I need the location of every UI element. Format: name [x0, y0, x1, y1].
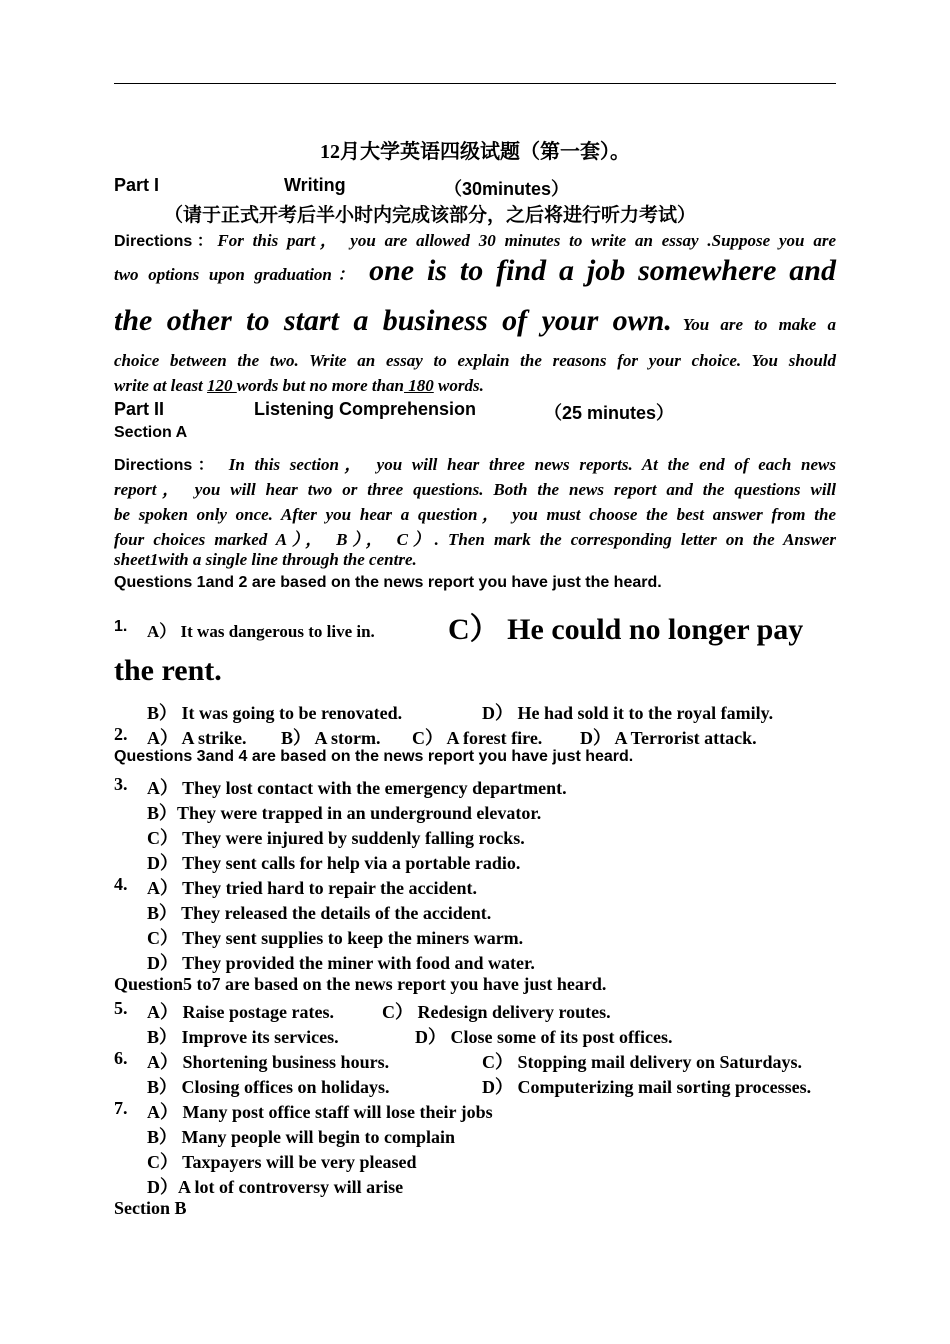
part2-directions-line3: be spoken only once. After you hear a question， you must choose the best answer from the — [114, 505, 836, 524]
directions-text: In this section， you will hear three news reports. At the end of each news — [228, 455, 836, 474]
part2-directions-line5: sheet1with a single line through the centre. — [114, 550, 417, 569]
q6-option-c: C） Stopping mail delivery on Saturdays. — [482, 1052, 803, 1072]
q2-option-a: A） A strike. — [147, 728, 247, 748]
q7-option-d: D）A lot of controversy will arise — [147, 1177, 404, 1197]
q5-option-a: A） Raise postage rates. — [147, 1002, 334, 1022]
part2-time: （25 minutes） — [544, 403, 675, 423]
question-number: 5. — [114, 998, 128, 1018]
part2-label: Part II — [114, 399, 165, 419]
directions-text: For this part， you are allowed 30 minutes to write an essay .Suppose you are — [217, 231, 836, 250]
q5-option-b: B） Improve its services. — [147, 1027, 339, 1047]
directions-text: write at least — [114, 376, 208, 395]
q4-option-a: A） They tried hard to repair the accident. — [147, 878, 477, 898]
question-number: 7. — [114, 1098, 128, 1118]
section-b-heading: Section B — [114, 1198, 187, 1218]
part1-label: Part I — [114, 175, 160, 195]
q12-intro: Questions 1and 2 are based on the news report you have just the heard. — [114, 574, 662, 591]
section-a-heading: Section A — [114, 424, 188, 441]
part1-name: Writing — [284, 175, 346, 195]
q3-option-a: A） They lost contact with the emergency department. — [147, 778, 567, 798]
part1-directions-line4: choice between the two. Write an essay to explain the reasons for your choice. You should — [114, 351, 836, 370]
part1-directions-line1 — [114, 226, 836, 251]
q1-option-b: B） It was going to be renovated. — [147, 703, 403, 723]
q3-option-c: C） They were injured by suddenly falling rocks. — [147, 828, 525, 848]
q5-option-c: C） Redesign delivery routes. — [382, 1002, 611, 1022]
q2-option-c: C） A forest fire. — [412, 728, 543, 748]
q4-option-d: D） They provided the miner with food and water. — [147, 953, 535, 973]
q34-intro: Questions 3and 4 are based on the news report you have just heard. — [114, 748, 634, 765]
directions-text: words. — [433, 376, 484, 395]
q6-option-b: B） Closing offices on holidays. — [147, 1077, 390, 1097]
q6-option-d: D） Computerizing mail sorting processes. — [482, 1077, 812, 1097]
part1-time: （30minutes） — [444, 179, 570, 199]
part1-directions-line5 — [114, 376, 484, 396]
q4-option-b: B） They released the details of the accident. — [147, 903, 492, 923]
question-number: 3. — [114, 774, 128, 794]
part1-note: （请于正式开考后半小时内完成该部分，之后将进行听力考试） — [164, 205, 697, 226]
q1-option-a: A） It was dangerous to live in. — [147, 622, 375, 641]
q1-option-c-cont: the rent. — [114, 654, 222, 687]
q5-option-d: D） Close some of its post offices. — [415, 1027, 673, 1047]
directions-emphasis: the other to start a business of your own. — [114, 304, 672, 337]
directions-emphasis: one is to find a job somewhere and — [369, 254, 836, 287]
directions-label: Directions： — [114, 457, 220, 474]
question-number: 2. — [114, 724, 128, 744]
q1-option-d: D） He had sold it to the royal family. — [482, 703, 774, 723]
page-title: 12月大学英语四级试题（第一套）。 — [320, 141, 630, 163]
q2-option-d: D） A Terrorist attack. — [580, 728, 757, 748]
part1-directions-line3 — [114, 304, 836, 338]
question-number: 6. — [114, 1048, 128, 1068]
directions-text: words but no more than — [236, 376, 405, 395]
header-rule — [114, 83, 836, 84]
question-number: 4. — [114, 874, 128, 894]
q7-option-b: B） Many people will begin to complain — [147, 1127, 456, 1147]
q3-option-d: D） They sent calls for help via a portable radio. — [147, 853, 521, 873]
part2-directions-line1 — [114, 450, 836, 475]
directions-text: two options upon graduation： — [114, 265, 360, 284]
q7-option-a: A） Many post office staff will lose their jobs — [147, 1102, 493, 1122]
part1-directions-line2 — [114, 254, 836, 288]
directions-label: Directions： — [114, 233, 218, 250]
q57-intro: Question5 to7 are based on the news report you have just heard. — [114, 974, 607, 994]
q2-option-b: B） A storm. — [281, 728, 381, 748]
q3-option-b: B）They were trapped in an underground elevator. — [147, 803, 542, 823]
q6-option-a: A） Shortening business hours. — [147, 1052, 390, 1072]
q1-option-c: C） He could no longer pay — [448, 613, 804, 646]
q4-option-c: C） They sent supplies to keep the miners warm. — [147, 928, 524, 948]
part2-name: Listening Comprehension — [254, 399, 477, 419]
q7-option-c: C） Taxpayers will be very pleased — [147, 1152, 417, 1172]
question-number: 1. — [114, 618, 128, 635]
part2-directions-line4: four choices marked A）， B）， C）. Then mark the corresponding letter on the Answer — [114, 530, 836, 549]
directions-text: You are to make a — [682, 315, 836, 334]
min-words: 120 — [207, 376, 237, 395]
max-words: 180 — [404, 376, 434, 395]
part2-directions-line2: report， you will hear two or three questions. Both the news report and the questions will — [114, 480, 836, 499]
